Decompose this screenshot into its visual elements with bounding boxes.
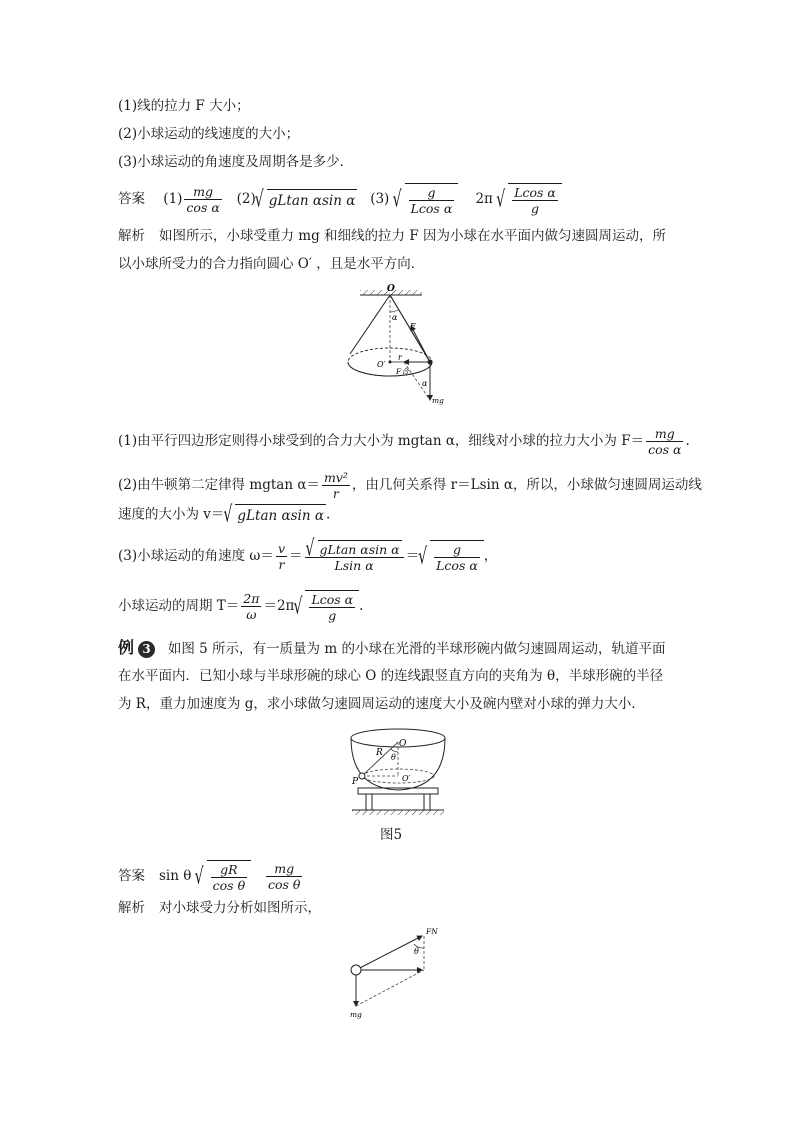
label-F-net: F合 xyxy=(396,367,409,376)
label-O-prime: O′ xyxy=(377,360,386,369)
analysis-label: 解析 xyxy=(118,228,145,244)
conical-pendulum-figure xyxy=(340,282,470,408)
label-r: r xyxy=(398,353,402,362)
label-mg: mg xyxy=(350,1010,362,1019)
example-number: 3 xyxy=(138,641,155,658)
analysis-1-line2: 以小球所受力的合力指向圆心 O′ ，且是水平方向． xyxy=(118,256,425,272)
analysis-1-line1: 解析 如图所示，小球受重力 mg 和细线的拉力 F 因为小球在水平面内做匀速圆周运动，所 xyxy=(118,228,666,244)
example-3-line2: 在水平面内．已知小球与半球形碗的球心 O 的连线跟竖直方向的夹角为 θ，半球形碗的半径 xyxy=(118,668,664,684)
analysis-2: 解析 对小球受力分析如图所示， xyxy=(118,900,321,916)
label-O: O xyxy=(387,284,395,294)
question-1: (1)线的拉力 F 大小； xyxy=(118,98,250,114)
example-badge: 例 xyxy=(118,638,135,657)
sqrt: √ $\frac{\text{Lcos α}}{g}$ xyxy=(497,183,562,216)
fraction: $\frac{mg}{\text{cos α}}$ xyxy=(186,184,220,215)
label-F: F xyxy=(410,322,416,331)
force-diagram-figure xyxy=(342,924,446,1024)
label-O: O xyxy=(399,739,407,749)
figure-caption: 图5 xyxy=(380,827,403,843)
analysis-label: 解析 xyxy=(118,900,145,916)
answer-label: 答案 xyxy=(118,191,145,207)
label-theta: θ xyxy=(391,753,396,762)
example-3-line1: 例 3 如图 5 所示，有一质量为 m 的小球在光滑的半球形碗内做匀速圆周运动，轨道平面 xyxy=(118,638,666,657)
solution-step-2: (2)由牛顿第二定律得 mgtan α＝ $\frac{\text{mv²}}{r}$ ，由几何关系得 r＝Lsin α，所以，小球做匀速圆周运动线 xyxy=(118,470,702,501)
sqrt: √ gLtan αsin α xyxy=(256,189,358,211)
answer-label: 答案 xyxy=(118,868,145,884)
label-alpha-2: α xyxy=(422,379,428,388)
label-FN: FN xyxy=(426,927,438,936)
label-mg: mg xyxy=(432,396,444,405)
solution-step-2-cont: 速度的大小为 v＝√ gLtan αsin α . xyxy=(118,504,330,526)
label-P: P xyxy=(352,777,359,787)
sqrt: √ $\frac{g}{\text{Lcos α}}$ xyxy=(394,183,459,216)
label-alpha: α xyxy=(392,313,398,322)
example-3-line3: 为 R，重力加速度为 g，求小球做匀速圆周运动的速度大小及碗内壁对小球的弹力大小． xyxy=(118,696,645,712)
solution-step-4: 小球运动的周期 T＝ $\frac{2\pi}{\omega}$ ＝2π √ $\frac{\text{Lcos α}}{g}$ . xyxy=(118,590,363,623)
answer-2: 答案 sin θ √ $\frac{gR}{\text{cos θ}}$ $\frac{mg}{\text{cos θ}}$ xyxy=(118,860,304,893)
question-2: (2)小球运动的线速度的大小； xyxy=(118,126,300,142)
question-3: (3)小球运动的角速度及周期各是多少． xyxy=(118,154,354,170)
label-R: R xyxy=(376,748,383,758)
solution-step-1: (1)由平行四边形定则得小球受到的合力大小为 mgtan α，细线对小球的拉力大小为 F＝ $\frac{mg}{\text{cos α}}$ . xyxy=(118,426,690,457)
label-O-prime: O′ xyxy=(402,774,411,783)
label-theta: θ xyxy=(414,947,419,956)
solution-step-3: (3)小球运动的角速度 ω＝ $\frac{v}{r}$ ＝ √ $\frac{\text{gLtan αsin α}}{\text{Lsin α}}$ ＝ √ $\frac{g}{\text{Lcos α}}$ ， xyxy=(118,540,497,573)
answer-1: 答案 (1) $\frac{mg}{\text{cos α}}$ (2)√ gLtan αsin α (3) √ $\frac{g}{\text{Lcos α}}$ 2π √ $\frac{\text{Lcos α}}{g}$ xyxy=(118,183,562,216)
bowl-figure xyxy=(340,724,456,820)
